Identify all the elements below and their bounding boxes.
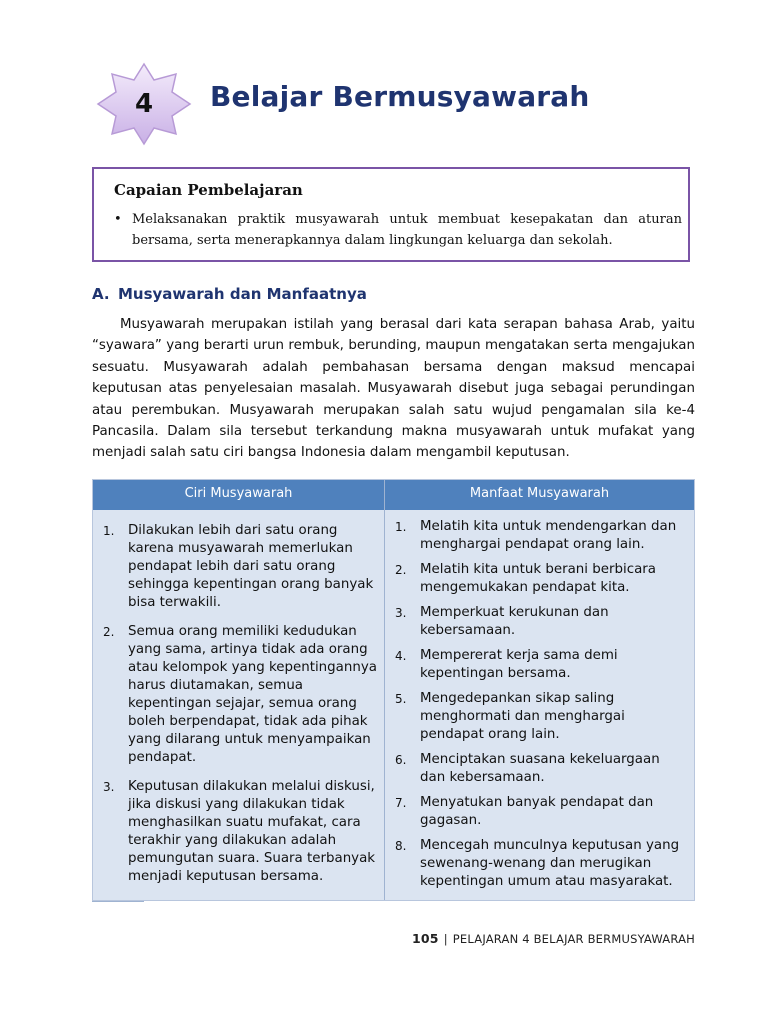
- page-footer: [412, 931, 695, 946]
- running-title: PELAJARAN 4 BELAJAR BERMUSYAWARAH: [452, 932, 695, 946]
- ciri-list: [103, 522, 378, 897]
- item-number: 2.: [103, 625, 115, 639]
- manfaat-item: [395, 647, 687, 683]
- section-heading: [92, 285, 367, 303]
- item-number: 3.: [395, 606, 407, 620]
- item-number: 7.: [395, 796, 407, 810]
- item-number: 1.: [395, 520, 407, 534]
- section-title: Musyawarah dan Manfaatnya: [118, 285, 367, 303]
- item-text: Keputusan dilakukan melalui diskusi, jika diskusi yang dilakukan tidak menghasilkan suatu mufakat, cara terakhir yang dilakukan adalah pemungutan suara. Suara terbanyak menjadi keputusan bersama.: [128, 779, 376, 884]
- musyawarah-table: [92, 479, 695, 901]
- footer-separator: |: [443, 932, 448, 946]
- manfaat-item: [395, 794, 687, 830]
- learning-goals-list: [114, 209, 682, 251]
- item-number: 4.: [395, 649, 407, 663]
- chapter-badge: [96, 62, 192, 146]
- manfaat-item: [395, 604, 687, 640]
- learning-goals-box: [92, 167, 690, 262]
- ciri-item: [103, 522, 378, 612]
- manfaat-list: [395, 518, 687, 898]
- bullet-icon: •: [114, 212, 122, 227]
- item-text: Memperkuat kerukunan dan kebersamaan.: [420, 605, 609, 638]
- column-header-ciri: Ciri Musyawarah: [184, 486, 293, 501]
- manfaat-item: [395, 561, 687, 597]
- item-text: Mempererat kerja sama demi kepentingan bersama.: [420, 648, 618, 681]
- item-number: 8.: [395, 839, 407, 853]
- item-number: 6.: [395, 753, 407, 767]
- chapter-number: 4: [134, 89, 154, 119]
- item-text: Melatih kita untuk mendengarkan dan menghargai pendapat orang lain.: [420, 519, 677, 552]
- manfaat-item: [395, 837, 687, 891]
- table-bottom-accent: [92, 901, 144, 902]
- ciri-item: [103, 778, 378, 886]
- ciri-item: [103, 623, 378, 767]
- manfaat-item: [395, 690, 687, 744]
- item-number: 5.: [395, 692, 407, 706]
- item-text: Dilakukan lebih dari satu orang karena musyawarah memerlukan pendapat lebih dari satu orang sehingga kepentingan orang banyak bisa terwakili.: [128, 523, 374, 610]
- item-text: Semua orang memiliki kedudukan yang sama, artinya tidak ada orang atau kelompok yang kepentingannya harus diutamakan, semua kepentingan sejajar, semua orang boleh berpendapat, tidak ada pihak yang dilarang untuk menyampaikan pendapat.: [128, 624, 377, 765]
- item-text: Mencegah munculnya keputusan yang sewenang-wenang dan merugikan kepentingan umum atau masyarakat.: [420, 838, 680, 889]
- item-number: 1.: [103, 524, 115, 538]
- item-text: Menyatukan banyak pendapat dan gagasan.: [420, 795, 654, 828]
- learning-goal-item: [114, 209, 682, 251]
- item-number: 3.: [103, 780, 115, 794]
- section-letter: A.: [92, 285, 110, 303]
- body-paragraph: Musyawarah merupakan istilah yang berasal dari kata serapan bahasa Arab, yaitu “syawara” yang berarti urun rembuk, berunding, maupun mengatakan serta mengajukan sesuatu. Musyawarah adalah pembahasan bersama dengan maksud mencapai keputusan atas penyelesaian masalah. Musyawarah disebut juga sebagai perundingan atau perembukan. Musyawarah merupakan salah satu wujud pengamalan sila ke-4 Pancasila. Dalam sila tersebut terkandung makna musyawarah untuk mufakat yang menjadi salah satu ciri bangsa Indonesia dalam mengambil keputusan.: [92, 317, 695, 461]
- column-divider: [384, 480, 385, 900]
- manfaat-item: [395, 751, 687, 787]
- manfaat-item: [395, 518, 687, 554]
- column-header-manfaat: Manfaat Musyawarah: [469, 486, 610, 501]
- learning-goals-heading: Capaian Pembelajaran: [114, 181, 303, 199]
- item-text: Mengedepankan sikap saling menghormati dan menghargai pendapat orang lain.: [420, 691, 625, 742]
- learning-goal-text: Melaksanakan praktik musyawarah untuk membuat kesepakatan dan aturan bersama, serta menerapkannya dalam lingkungan keluarga dan sekolah.: [132, 212, 682, 248]
- item-text: Melatih kita untuk berani berbicara mengemukakan pendapat kita.: [420, 562, 656, 595]
- table-header: [93, 480, 694, 510]
- chapter-title: Belajar Bermusyawarah: [210, 80, 590, 113]
- item-number: 2.: [395, 563, 407, 577]
- page-number: 105: [412, 931, 439, 946]
- item-text: Menciptakan suasana kekeluargaan dan kebersamaan.: [420, 752, 660, 785]
